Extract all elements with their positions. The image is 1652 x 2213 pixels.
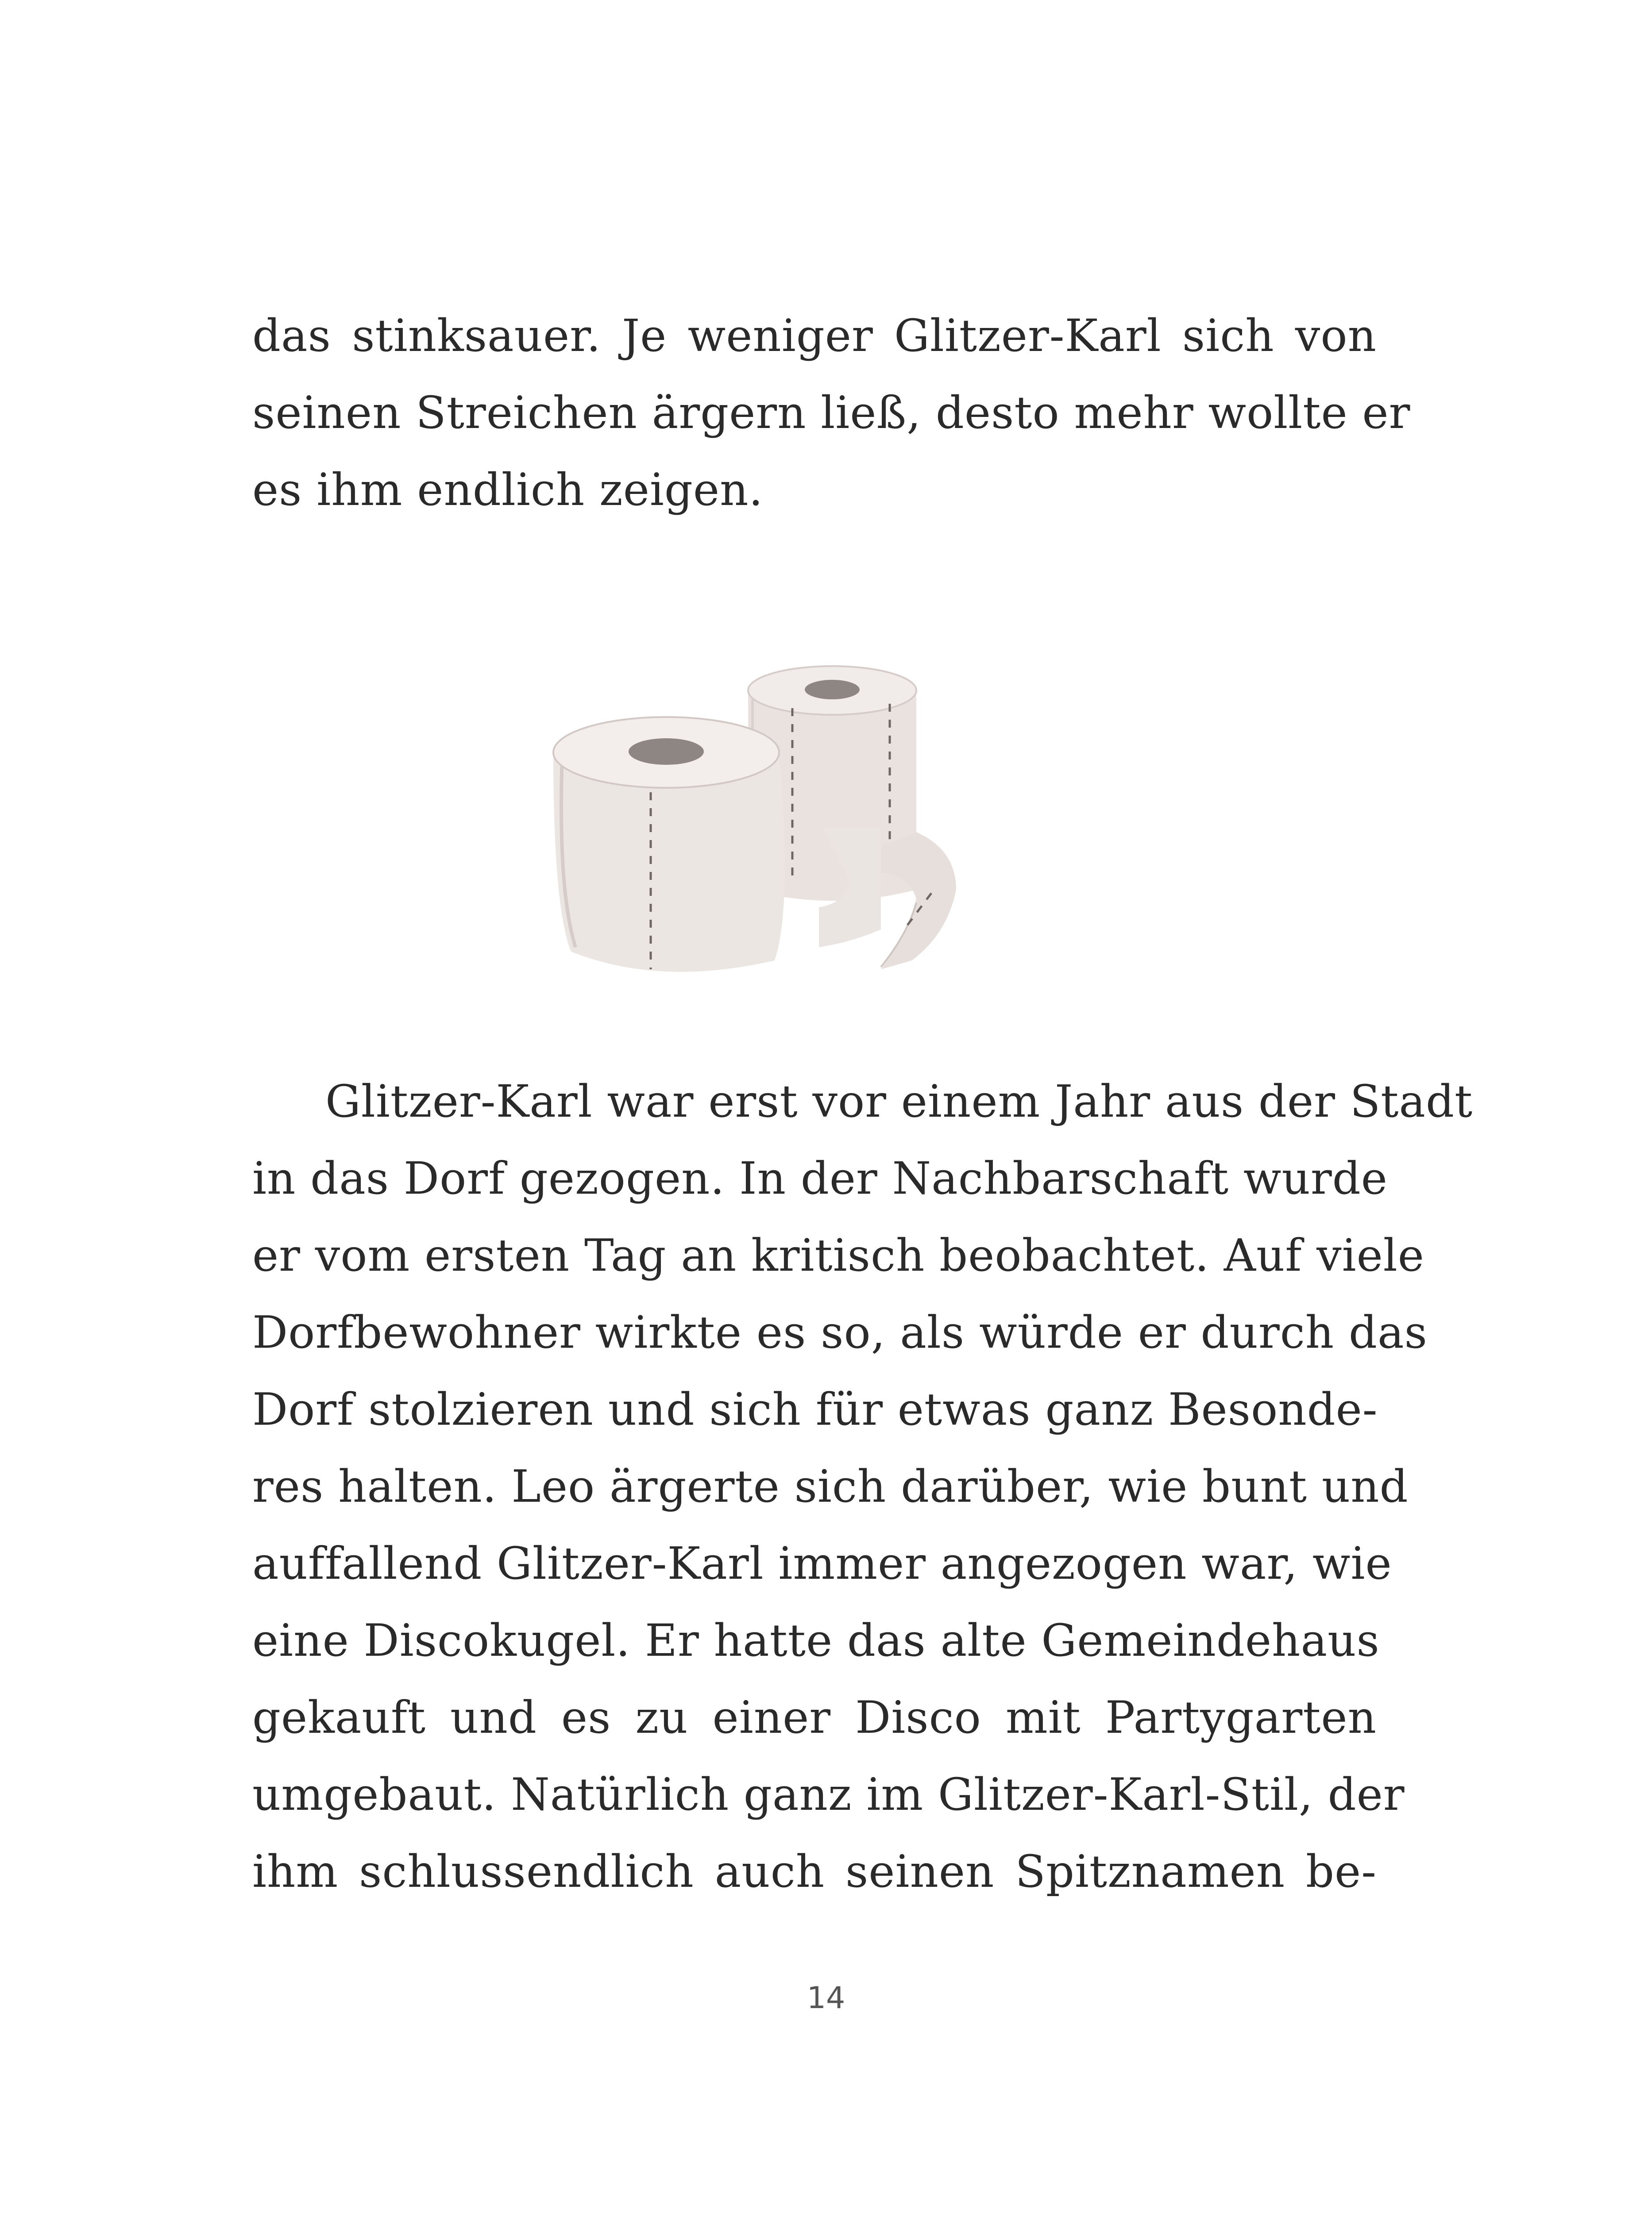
text-line: auffallend Glitzer-Karl immer angezogen war, wie <box>252 1538 1392 1589</box>
paragraph-2 <box>252 1063 1473 1910</box>
text-line: es ihm endlich zeigen. <box>252 464 764 516</box>
text-line: ihm schlussendlich auch seinen Spitznamen be- <box>252 1846 1377 1897</box>
text-line: Dorfbewohner wirkte es so, als würde er durch das <box>252 1307 1428 1358</box>
paragraph-1 <box>252 297 1411 528</box>
toilet-paper-rolls-icon <box>544 642 1089 987</box>
text-line: er vom ersten Tag an kritisch beobachtet. Auf viele <box>252 1230 1424 1281</box>
text-line: in das Dorf gezogen. In der Nachbarschaft wurde <box>252 1153 1388 1204</box>
text-line: Glitzer-Karl war erst vor einem Jahr aus der Stadt <box>325 1076 1473 1127</box>
text-line: Dorf stolzieren und sich für etwas ganz Besonde- <box>252 1384 1378 1435</box>
text-line: eine Discokugel. Er hatte das alte Gemeindehaus <box>252 1615 1380 1666</box>
text-line: das stinksauer. Je weniger Glitzer-Karl sich von <box>252 310 1377 362</box>
text-line: gekauft und es zu einer Disco mit Partygarten <box>252 1692 1377 1743</box>
page-number: 14 <box>807 1981 845 2016</box>
text-line: umgebaut. Natürlich ganz im Glitzer-Karl-Stil, der <box>252 1769 1405 1820</box>
text-line: res halten. Leo ärgerte sich darüber, wie bunt und <box>252 1461 1409 1512</box>
text-line: seinen Streichen ärgern ließ, desto mehr wollte er <box>252 387 1411 439</box>
front-roll <box>553 717 785 972</box>
